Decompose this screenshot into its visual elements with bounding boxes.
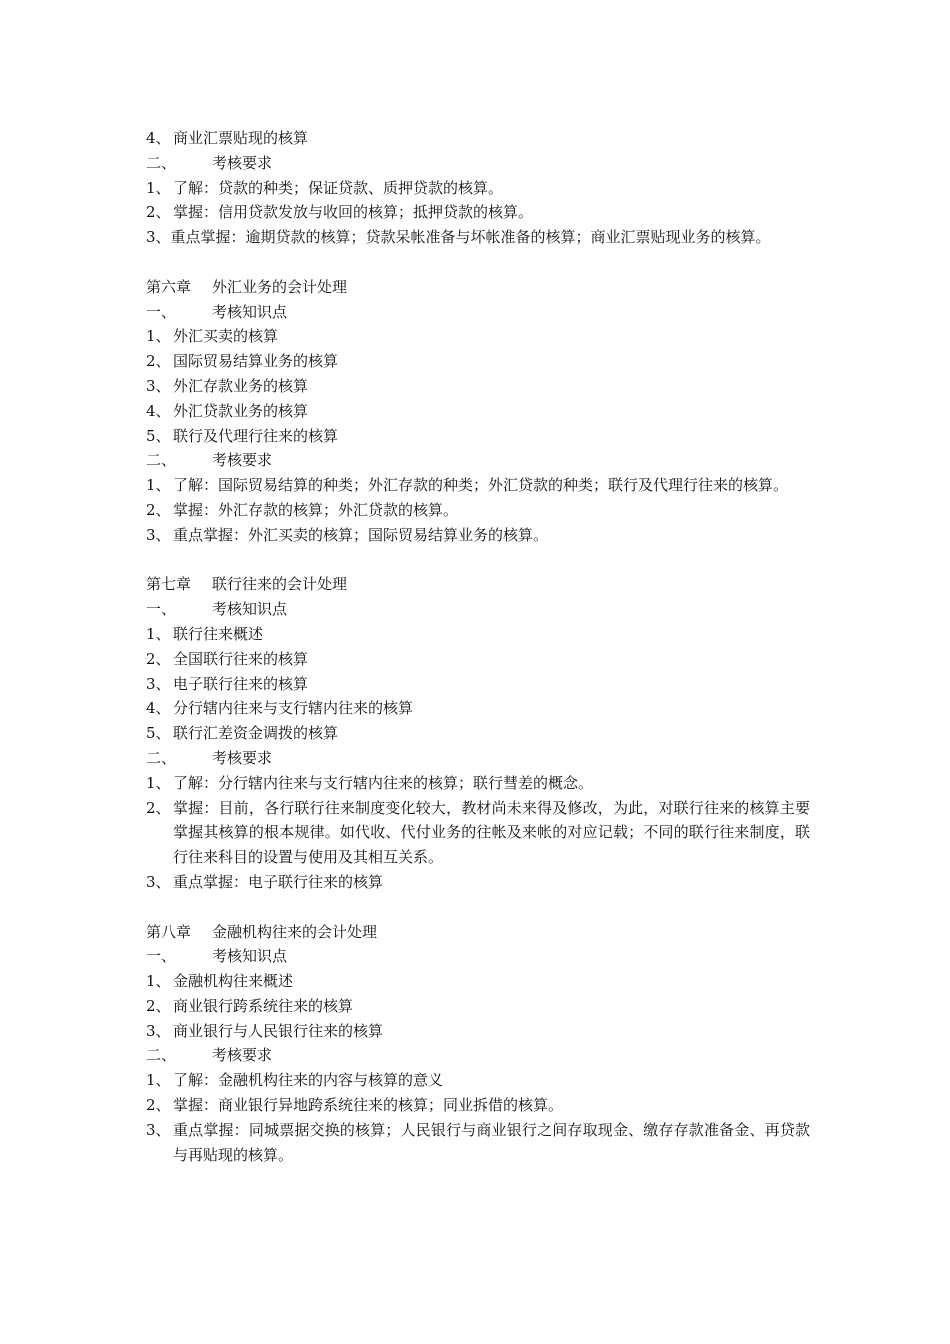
list-item-number: 4、 (146, 129, 171, 147)
list-item (146, 969, 810, 994)
section-title: 考核要求 (212, 153, 273, 172)
list-item-text: 了解：金融机构往来的内容与核算的意义 (173, 1071, 444, 1090)
list-item (146, 994, 810, 1019)
list-item-number: 2、 (146, 1096, 171, 1115)
list-item-text: 金融机构往来概述 (173, 972, 294, 991)
list-item (146, 424, 810, 449)
list-item-number: 1、 (146, 178, 171, 197)
list-item-text: 了解：国际贸易结算的种类；外汇存款的种类；外汇贷款的种类；联行及代理行往来的核算。 (173, 476, 789, 495)
blank-line (146, 548, 810, 573)
section-title: 考核要求 (212, 748, 273, 767)
section-number: 一、 (146, 302, 177, 321)
list-item (146, 324, 810, 349)
list-item-text: 商业汇票贴现的核算 (173, 129, 309, 147)
list-item (146, 374, 810, 399)
list-item-text: 重点掌握：同城票据交换的核算；人民银行与商业银行之间存取现金、缴存存款准备金、再贷款与再贴现的核算。 (173, 1120, 810, 1164)
list-item-text: 了解：贷款的种类；保证贷款、质押贷款的核算。 (173, 178, 504, 197)
list-item-text: 掌握：商业银行异地跨系统往来的核算；同业拆借的核算。 (173, 1096, 564, 1115)
chapter-title: 金融机构往来的会计处理 (212, 922, 378, 941)
list-item (146, 200, 810, 225)
chapter-title: 外汇业务的会计处理 (212, 277, 348, 296)
list-item (146, 523, 810, 548)
section-title: 考核知识点 (212, 600, 288, 619)
list-item-number: 3、 (146, 1021, 171, 1040)
list-item-number: 1、 (146, 1071, 171, 1090)
list-item-text: 外汇买卖的核算 (173, 327, 279, 346)
list-item-number: 1、 (146, 773, 171, 792)
list-item-number: 2、 (146, 500, 171, 519)
list-item (146, 1068, 810, 1093)
list-item (146, 1093, 810, 1118)
section-heading (146, 300, 810, 325)
list-item-number: 2、 (146, 996, 171, 1015)
blank-line (146, 895, 810, 920)
list-item-number: 1、 (146, 476, 171, 495)
chapter-heading (146, 275, 810, 300)
section-number: 二、 (146, 153, 177, 172)
section-number: 一、 (146, 947, 177, 966)
list-item-text: 联行往来概述 (173, 624, 264, 643)
section-heading (146, 1043, 810, 1068)
list-item-text: 了解：分行辖内往来与支行辖内往来的核算；联行彗差的概念。 (173, 773, 594, 792)
list-item (146, 349, 810, 374)
list-item-text: 分行辖内往来与支行辖内往来的核算 (173, 699, 414, 718)
list-item (146, 696, 810, 721)
list-item-number: 5、 (146, 724, 171, 743)
list-item (146, 721, 810, 746)
list-item (146, 870, 810, 895)
chapter-title: 联行往来的会计处理 (212, 575, 348, 594)
section-heading (146, 151, 810, 176)
list-item-number: 4、 (146, 699, 171, 718)
list-item (146, 498, 810, 523)
section-number: 二、 (146, 748, 177, 767)
list-item (146, 796, 810, 870)
chapter-number: 第八章 (146, 922, 192, 941)
list-item-text: 掌握：信用贷款发放与收回的核算；抵押贷款的核算。 (173, 203, 534, 222)
chapter-heading (146, 572, 810, 597)
list-item (146, 126, 810, 151)
list-item-text: 联行汇差资金调拨的核算 (173, 724, 339, 743)
list-item-text: 外汇存款业务的核算 (173, 376, 309, 395)
list-item (146, 672, 810, 697)
list-item: 3、重点掌握：逾期贷款的核算；贷款呆帐准备与坏帐准备的核算；商业汇票贴现业务的核算。 (146, 228, 771, 247)
section-number: 二、 (146, 1046, 177, 1065)
list-item (146, 622, 810, 647)
section-title: 考核要求 (212, 451, 273, 470)
list-item-number: 1、 (146, 624, 171, 643)
list-item-text: 商业银行跨系统往来的核算 (173, 996, 354, 1015)
list-item-text: 联行及代理行往来的核算 (173, 426, 339, 445)
section-title: 考核要求 (212, 1046, 273, 1065)
list-item-number: 4、 (146, 401, 171, 420)
list-item-number: 3、 (146, 1120, 171, 1139)
list-item (146, 647, 810, 672)
list-item-text: 电子联行往来的核算 (173, 674, 309, 693)
list-item-number: 2、 (146, 798, 171, 817)
list-item-number: 5、 (146, 426, 171, 445)
section-title: 考核知识点 (212, 302, 288, 321)
list-item-text: 商业银行与人民银行往来的核算 (173, 1021, 384, 1040)
chapter-number: 第七章 (146, 575, 192, 594)
list-item (146, 771, 810, 796)
blank-line (146, 250, 810, 275)
list-item-text: 掌握：外汇存款的核算；外汇贷款的核算。 (173, 500, 459, 519)
list-item-number: 3、 (146, 376, 171, 395)
section-heading (146, 597, 810, 622)
section-title: 考核知识点 (212, 947, 288, 966)
list-item-number: 2、 (146, 352, 171, 371)
list-item (146, 1019, 810, 1044)
section-heading (146, 448, 810, 473)
chapter-number: 第六章 (146, 277, 192, 296)
list-item-number: 3、 (146, 872, 171, 891)
list-item-text: 外汇贷款业务的核算 (173, 401, 309, 420)
section-number: 二、 (146, 451, 177, 470)
list-item-number: 2、 (146, 203, 171, 222)
section-heading (146, 746, 810, 771)
list-item-number: 3、 (146, 674, 171, 693)
chapter-heading (146, 920, 810, 945)
list-item-number: 3、 (146, 525, 171, 544)
list-item-number: 1、 (146, 972, 171, 991)
section-number: 一、 (146, 600, 177, 619)
list-item-text: 重点掌握：电子联行往来的核算 (173, 872, 384, 891)
list-item-text: 国际贸易结算业务的核算 (173, 352, 339, 371)
list-item (146, 473, 810, 498)
document-body (146, 126, 810, 1167)
list-item (146, 1118, 810, 1168)
list-item-text: 掌握：目前，各行联行往来制度变化较大，教材尚未来得及修改，为此，对联行往来的核算主要掌握其核算的根本规律。如代收、代付业务的往帐及来帐的对应记载；不同的联行往来制度，联行往来科目的设置与使用及其相互关系。 (173, 798, 810, 867)
list-item-text: 重点掌握：外汇买卖的核算；国际贸易结算业务的核算。 (173, 525, 549, 544)
section-heading (146, 944, 810, 969)
list-item (146, 176, 810, 201)
list-item (146, 399, 810, 424)
list-item-number: 1、 (146, 327, 171, 346)
list-item-text: 全国联行往来的核算 (173, 649, 309, 668)
list-item-number: 2、 (146, 649, 171, 668)
